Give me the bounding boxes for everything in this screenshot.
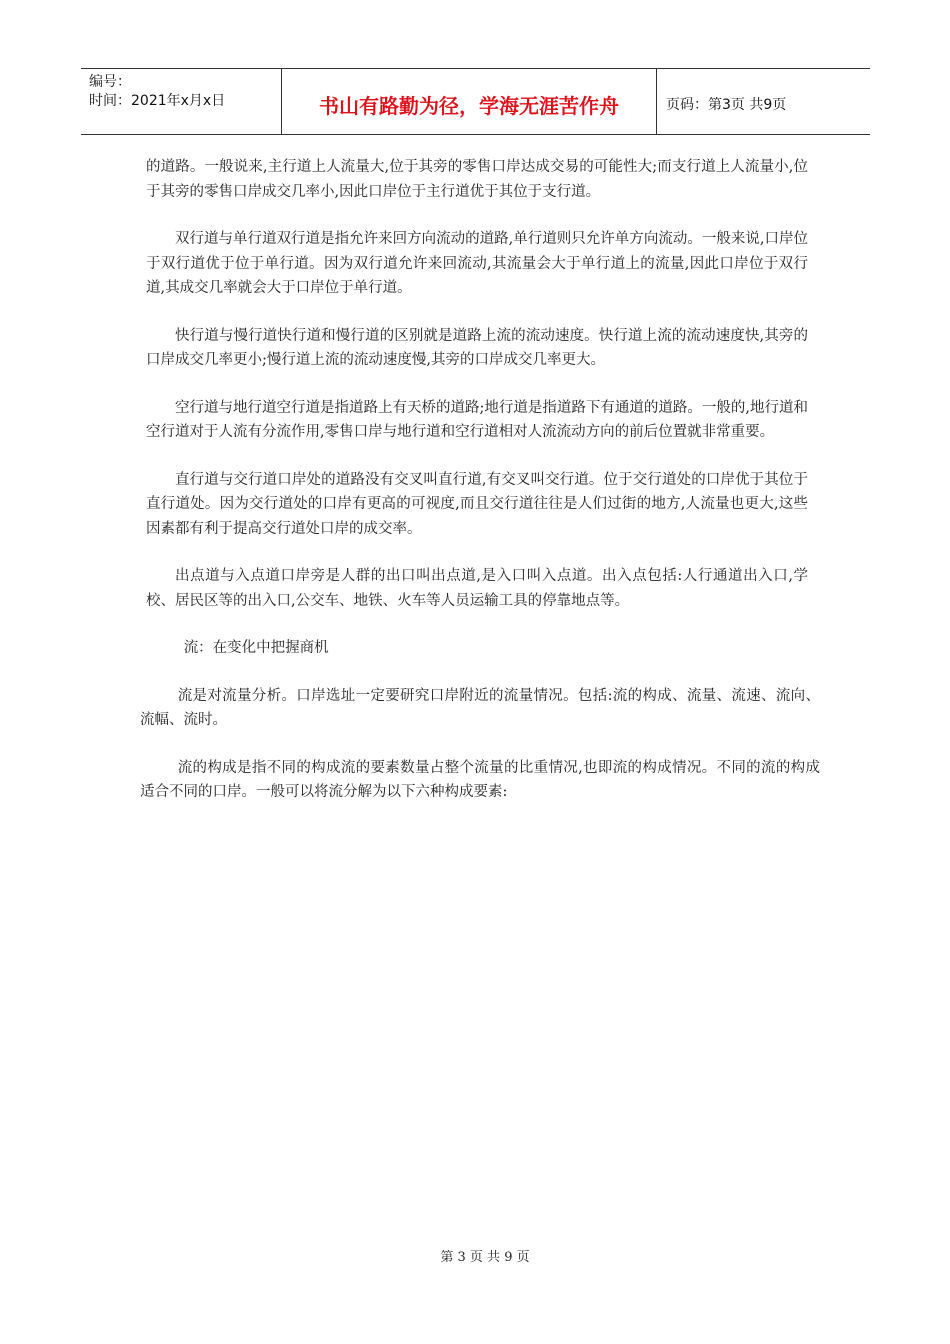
document-body	[140, 155, 820, 828]
paragraph: 流的构成是指不同的构成流的要素数量占整个流量的比重情况,也即流的构成情况。不同的流的构成适合不同的口岸。一般可以将流分解为以下六种构成要素:	[140, 759, 820, 800]
page-footer: 第 3 页 共 9 页	[440, 1250, 530, 1265]
paragraph: 双行道与单行道双行道是指允许来回方向流动的道路,单行道则只允许单方向流动。一般来说,口岸位于双行道优于位于单行道。因为双行道允许来回流动,其流量会大于单行道上的流量,因此口岸位于双行道,其成交几率就会大于口岸位于单行道。	[146, 231, 808, 296]
paragraph: 流是对流量分析。口岸选址一定要研究口岸附近的流量情况。包括:流的构成、流量、流速、流向、流幅、流时。	[140, 687, 820, 728]
header-meta	[81, 69, 282, 134]
paragraph: 空行道与地行道空行道是指道路上有天桥的道路;地行道是指道路下有通道的道路。一般的,地行道和空行道对于人流有分流作用,零售口岸与地行道和空行道相对人流流动方向的前后位置就非常重要。	[146, 399, 808, 440]
paragraph: 的道路。一般说来,主行道上人流量大,位于其旁的零售口岸达成交易的可能性大;而支行道上人流量小,位于其旁的零售口岸成交几率小,因此口岸位于主行道优于其位于支行道。	[146, 159, 808, 200]
document-number-label: 编号：	[89, 74, 131, 90]
paragraph: 快行道与慢行道快行道和慢行道的区别就是道路上流的流动速度。快行道上流的流动速度快,其旁的口岸成交几率更小;慢行道上流的流动速度慢,其旁的口岸成交几率更大。	[146, 327, 808, 368]
section-heading: 流：在变化中把握商机	[183, 640, 329, 656]
header-motto: 书山有路勤为径，学海无涯苦作舟	[282, 69, 657, 134]
paragraph: 直行道与交行道口岸处的道路没有交叉叫直行道,有交叉叫交行道。位于交行道处的口岸优于其位于直行道处。因为交行道处的口岸有更高的可视度,而且交行道往往是人们过街的地方,人流量也更大,这些因素都有利于提高交行道处口岸的成交率。	[146, 471, 808, 537]
paragraph: 出点道与入点道口岸旁是人群的出口叫出点道,是入口叫入点道。出入点包括:人行通道出入口,学校、居民区等的出入口,公交车、地铁、火车等人员运输工具的停靠地点等。	[146, 568, 808, 609]
document-header	[81, 68, 870, 135]
header-page-code: 页码：第3页 共9页	[666, 96, 787, 113]
document-date: 时间：2021年x月x日	[89, 93, 226, 109]
